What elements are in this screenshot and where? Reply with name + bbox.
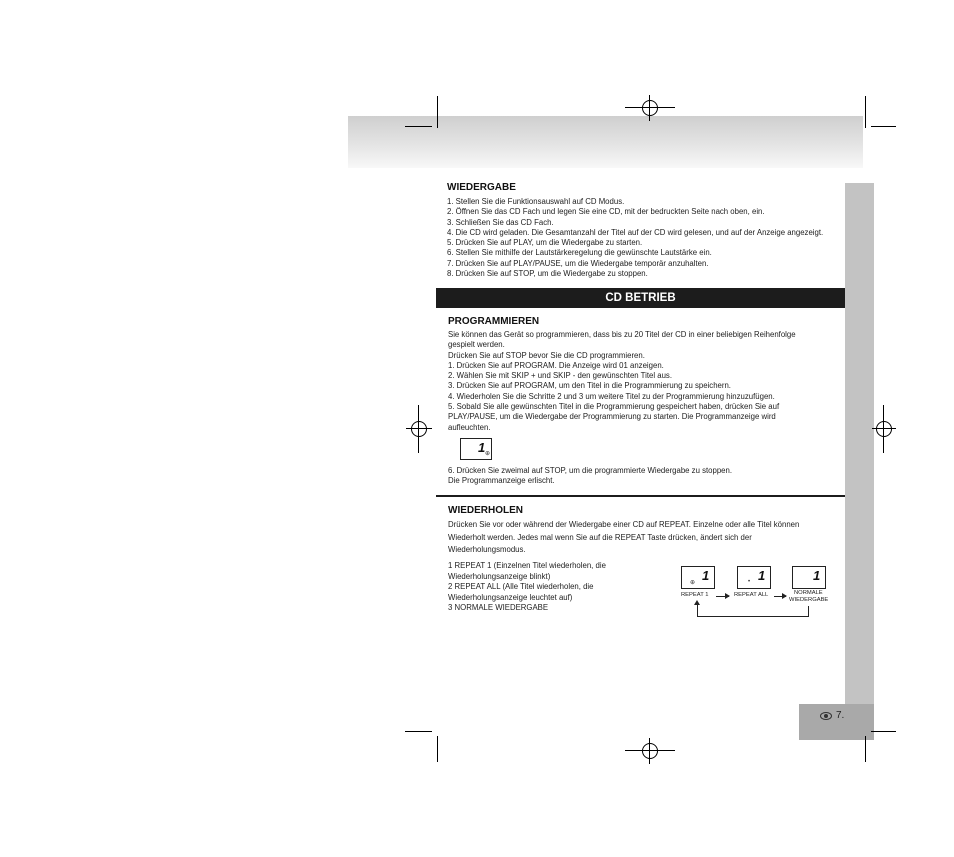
section-divider	[436, 495, 845, 497]
caption-wiedergabe: WIEDERGABE	[789, 597, 829, 603]
lcd-digit: 1	[758, 568, 766, 583]
section-title-wiederholen: WIEDERHOLEN	[448, 505, 523, 516]
section-banner: CD BETRIEB	[436, 288, 845, 308]
crop-mark	[437, 736, 438, 762]
list-item: 1 REPEAT 1 (Einzelnen Titel wiederholen, die	[448, 561, 606, 570]
paragraph-line: gespielt werden.	[448, 340, 505, 350]
programmieren-text	[448, 330, 796, 433]
repeat-indicator-icon: ⊕	[690, 580, 696, 586]
list-item: 3. Drücken Sie auf PROGRAM, um den Titel in die Programmierung zu speichern.	[448, 381, 731, 391]
list-item: 1. Drücken Sie auf PROGRAM. Die Anzeige wird 01 anzeigen.	[448, 360, 664, 370]
caption-repeat-1: REPEAT 1	[681, 592, 709, 598]
list-item: 2. Wählen Sie mit SKIP + und SKIP - den gewünschten Titel aus.	[448, 371, 673, 381]
registration-cross	[872, 428, 896, 429]
list-item: 5. Drücken Sie auf PLAY, um die Wiedergabe zu starten.	[447, 238, 643, 248]
registration-mark-icon	[642, 100, 658, 116]
list-item: 6. Drücken Sie zweimal auf STOP, um die programmierte Wiedergabe zu stoppen.	[448, 466, 732, 475]
paragraph-line: Drücken Sie auf STOP bevor Sie die CD programmieren.	[448, 350, 645, 360]
programmieren-step6	[448, 466, 732, 487]
wiederholen-list	[448, 561, 606, 614]
registration-mark-icon	[411, 421, 427, 437]
arrow-icon	[774, 596, 786, 597]
wiederholen-intro	[448, 519, 799, 557]
list-item: Wiederholungsanzeige blinkt)	[448, 571, 551, 581]
crop-mark	[871, 731, 896, 732]
header-band	[348, 116, 863, 168]
list-item: 6. Stellen Sie mithilfe der Lautstärkeregelung die gewünschte Lautstärke ein.	[447, 248, 712, 258]
registration-cross	[649, 95, 650, 121]
registration-mark-icon	[642, 743, 658, 759]
registration-cross	[418, 405, 419, 453]
list-item: 4. Wiederholen Sie die Schritte 2 und 3 um weitere Titel zu der Programmierung hinzuzufügen.	[448, 391, 775, 401]
crop-mark	[865, 96, 866, 128]
section-title-programmieren: PROGRAMMIEREN	[448, 316, 540, 327]
crop-mark	[871, 126, 896, 127]
crop-mark	[865, 736, 866, 762]
registration-cross	[625, 107, 675, 108]
normal-display-icon	[792, 566, 826, 589]
program-display-icon	[460, 438, 492, 460]
side-bar	[845, 183, 874, 740]
lcd-digit: 1	[478, 440, 486, 455]
registration-cross	[883, 405, 884, 453]
loop-arrow-icon	[694, 600, 700, 605]
list-item: Wiederholungsanzeige leuchtet auf)	[448, 592, 573, 602]
list-item: 4. Die CD wird geladen. Die Gesamtanzahl der Titel auf der CD wird gelesen, und auf der Anzeige angezeigt.	[447, 227, 824, 237]
list-item: PLAY/PAUSE, um die Wiedergabe der Programmierung zu starten. Die Programmanzeige wird	[448, 412, 776, 422]
repeat-indicator-icon: •	[748, 579, 751, 585]
crop-mark	[437, 96, 438, 128]
list-item: Die Programmanzeige erlischt.	[448, 476, 555, 486]
loop-line	[697, 616, 809, 617]
loop-line	[697, 604, 698, 617]
program-indicator-icon: ⊕	[485, 451, 491, 457]
paragraph-line: Sie können das Gerät so programmieren, dass bis zu 20 Titel der CD in einer beliebigen Reihenfolge	[448, 330, 796, 339]
arrow-icon	[716, 596, 729, 597]
list-item: 8. Drücken Sie auf STOP, um die Wiedergabe zu stoppen.	[447, 269, 648, 279]
section-title-wiedergabe: WIEDERGABE	[447, 182, 516, 193]
registration-mark-icon	[876, 421, 892, 437]
caption-repeat-all: REPEAT ALL	[734, 592, 769, 598]
registration-cross	[649, 738, 650, 764]
page-number: 7.	[820, 710, 844, 721]
language-icon	[820, 712, 832, 720]
registration-cross	[406, 428, 432, 429]
list-item: aufleuchten.	[448, 422, 491, 432]
crop-mark	[405, 126, 432, 127]
paragraph-line: Wiederholt werden. Jedes mal wenn Sie auf die REPEAT Taste drücken, ändert sich der	[448, 532, 752, 542]
list-item: 7. Drücken Sie auf PLAY/PAUSE, um die Wiedergabe temporär anzuhalten.	[447, 258, 709, 268]
repeat-one-display-icon	[681, 566, 715, 589]
list-item: 3 NORMALE WIEDERGABE	[448, 603, 549, 612]
list-item: 3. Schließen Sie das CD Fach.	[447, 217, 554, 227]
wiedergabe-steps	[447, 197, 823, 279]
registration-cross	[625, 750, 675, 751]
paragraph-line: Drücken Sie vor oder während der Wiedergabe einer CD auf REPEAT. Einzelne oder alle Titel können	[448, 520, 800, 529]
list-item: 2. Öffnen Sie das CD Fach und legen Sie eine CD, mit der bedruckten Seite nach oben, ein.	[447, 207, 765, 217]
caption-normale: NORMALE	[794, 590, 823, 596]
list-item: 2 REPEAT ALL (Alle Titel wiederholen, die	[448, 582, 594, 591]
list-item: 5. Sobald Sie alle gewünschten Titel in die Programmierung gespeichert haben, drücken Sie auf	[448, 402, 780, 412]
lcd-digit: 1	[702, 568, 710, 583]
paragraph-line: Wiederholungsmodus.	[448, 545, 526, 554]
lcd-digit: 1	[813, 568, 821, 583]
repeat-all-display-icon	[737, 566, 771, 589]
crop-mark	[405, 731, 432, 732]
list-item: 1. Stellen Sie die Funktionsauswahl auf CD Modus.	[447, 197, 625, 206]
